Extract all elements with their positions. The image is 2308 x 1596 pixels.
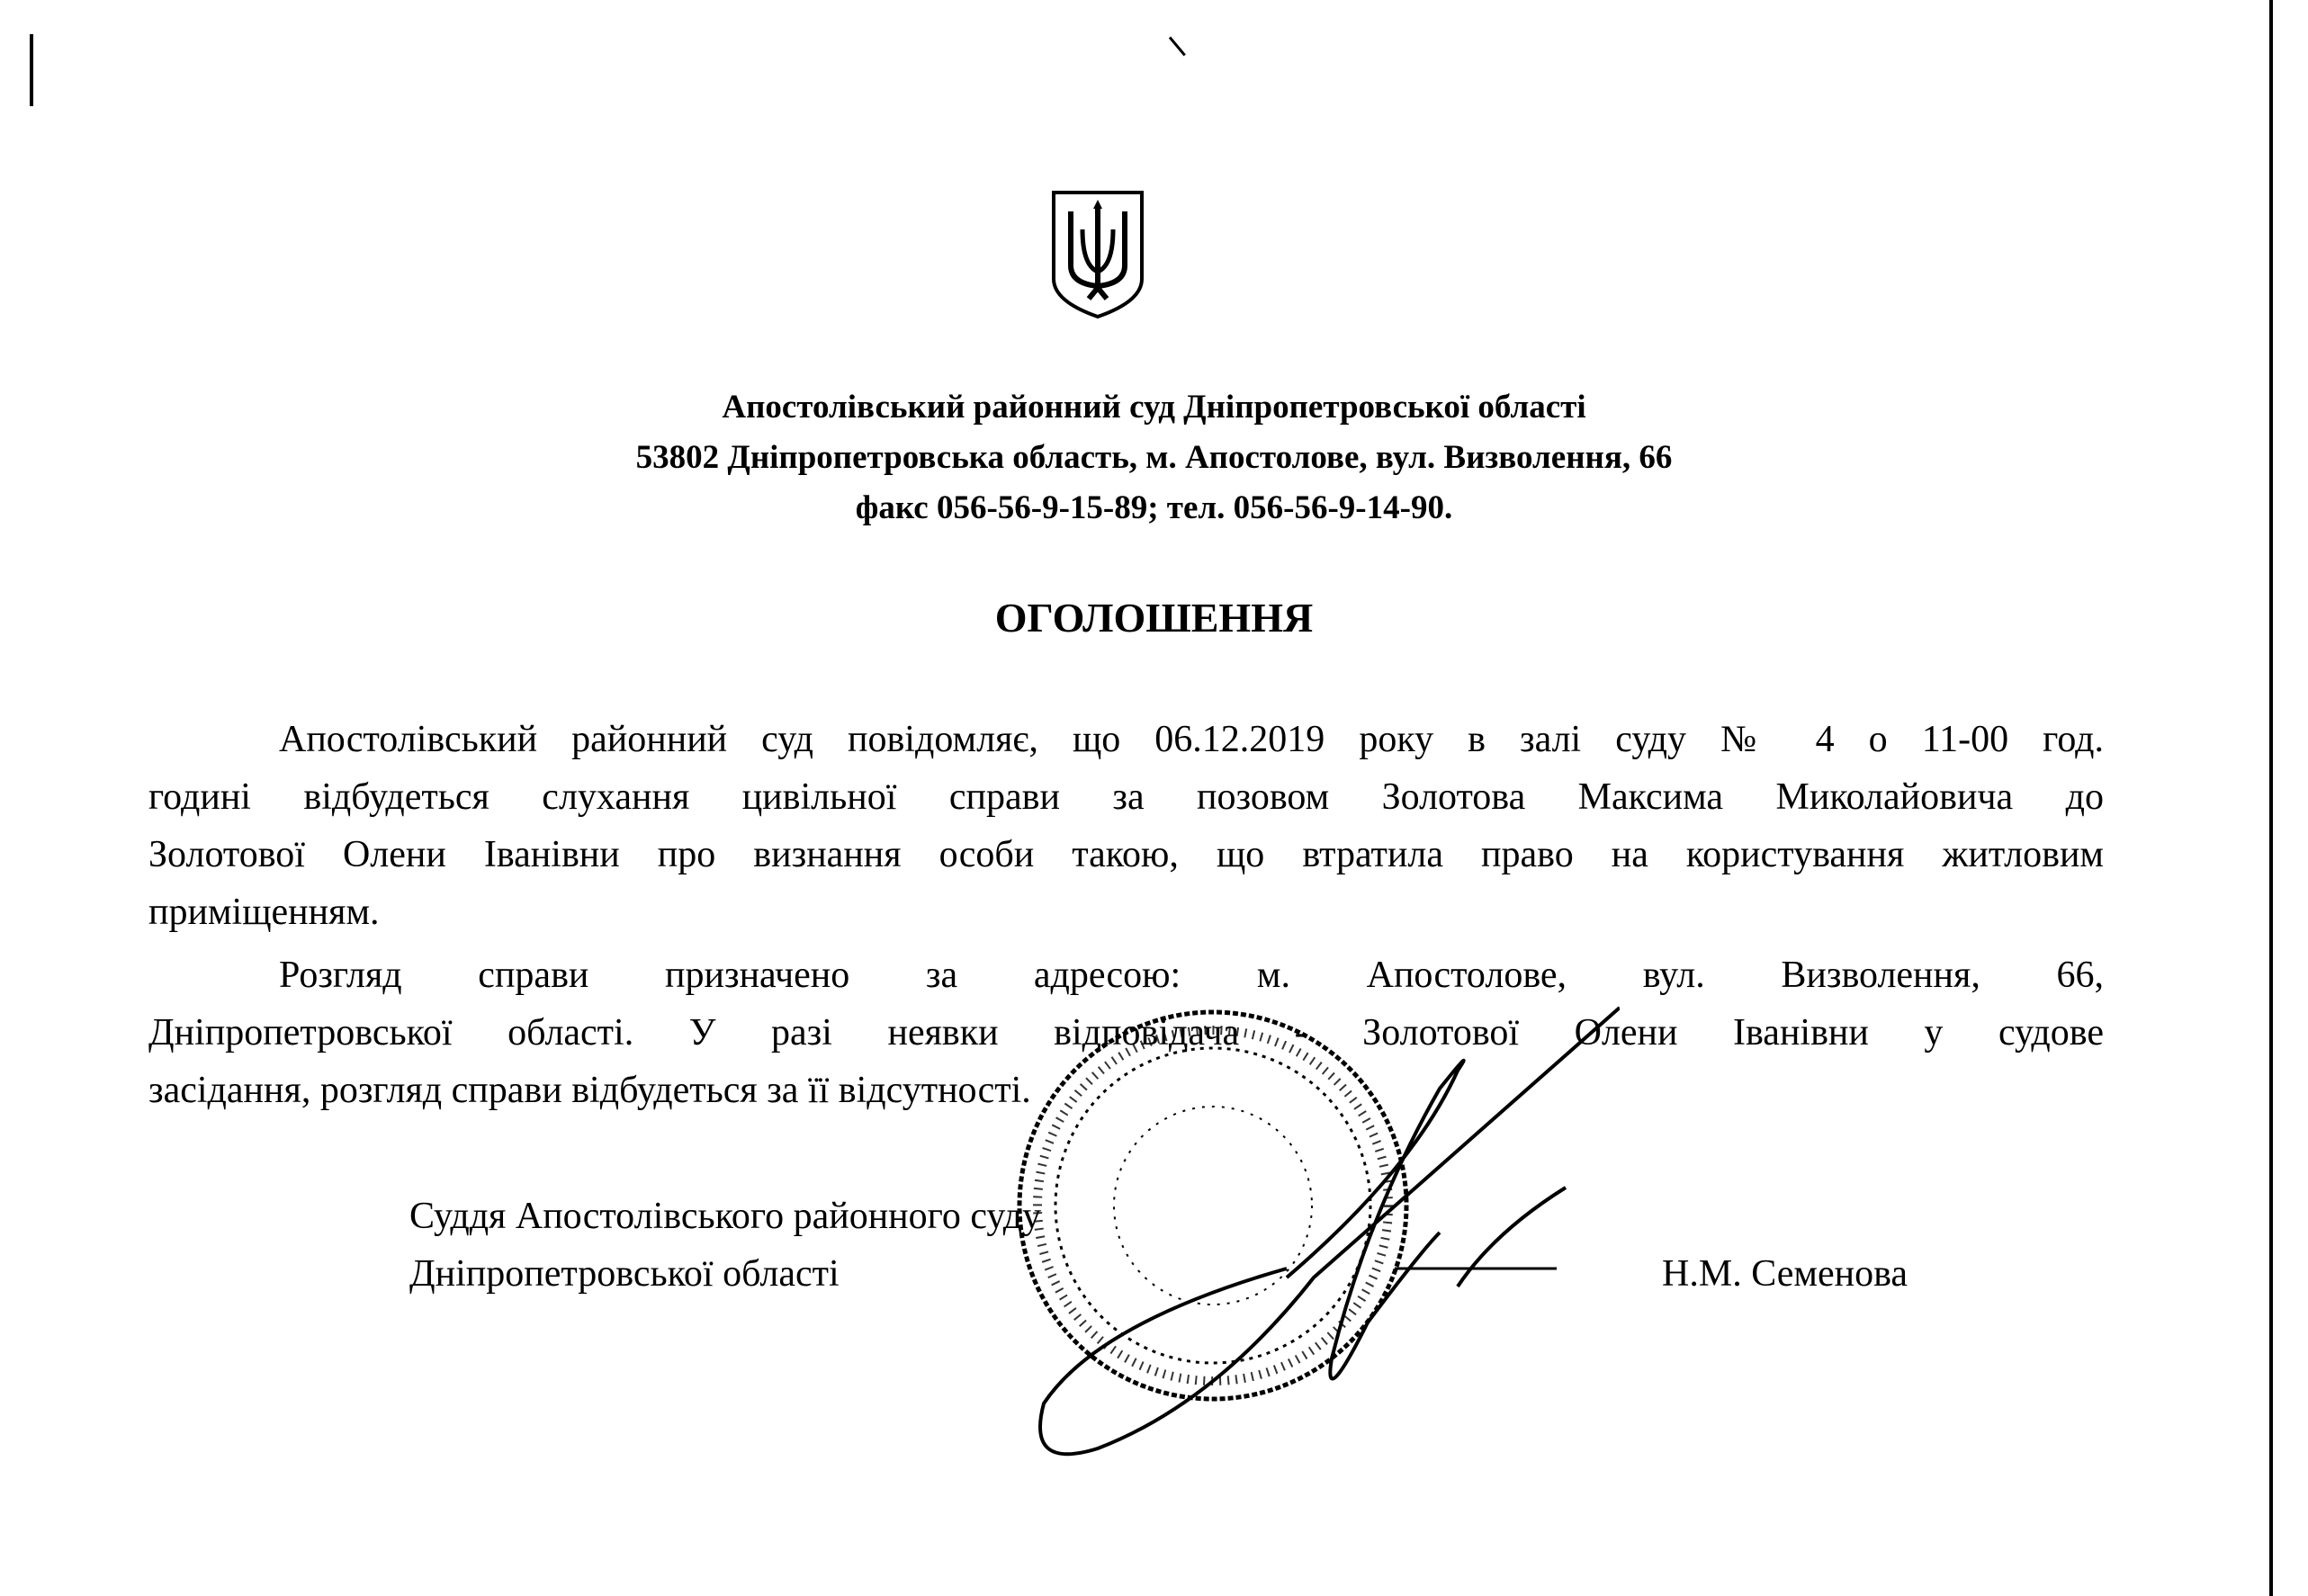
court-address: 53802 Дніпропетровська область, м. Апостолове, вул. Визволення, 66 — [635, 439, 1673, 476]
paragraph-hearing-address — [148, 946, 2104, 1119]
court-name: Апостолівський районний суд Дніпропетровської області — [722, 389, 1586, 426]
court-contacts: факс 056-56-9-15-89; тел. 056-56-9-14-90. — [855, 489, 1453, 526]
text-line: приміщенням. — [148, 892, 380, 933]
scan-edge-right — [2269, 0, 2273, 1596]
text-line: Золотової Олени Іванівни про визнання особи такою, що втратила право на користування житловим — [148, 834, 2104, 875]
text-line: Дніпропетровської області. У разі неявки відповідача - Золотової Олени Іванівни у судове — [148, 1012, 2104, 1054]
judge-title-line: Суддя Апостолівського районного суду — [409, 1196, 1042, 1237]
scan-edge-left — [30, 34, 33, 106]
text-line: годині відбудеться слухання цивільної справи за позовом Золотова Максима Миколайовича до — [148, 776, 2104, 818]
judge-title-line: Дніпропетровської області — [409, 1253, 840, 1295]
document-body — [148, 711, 2104, 1303]
scan-mark — [1169, 37, 1186, 57]
judge-name: Н.М. Семенова — [1662, 1253, 1908, 1295]
text-line: Розгляд справи призначено за адресою: м. Апостолове, вул. Визволення, 66, — [279, 955, 2104, 996]
paragraph-hearing-notice — [148, 711, 2104, 941]
trident-coat-of-arms-icon — [1048, 189, 1147, 319]
text-line: засідання, розгляд справи відбудеться за її відсутності. — [148, 1070, 1031, 1111]
judge-title — [409, 1188, 1041, 1303]
text-line: Апостолівський районний суд повідомляє, що 06.12.2019 року в залі суду № 4 о 11-00 год. — [279, 719, 2104, 760]
document-header — [0, 382, 2308, 645]
signature-block — [148, 1188, 2104, 1303]
document-title: ОГОЛОШЕННЯ — [994, 595, 1314, 641]
